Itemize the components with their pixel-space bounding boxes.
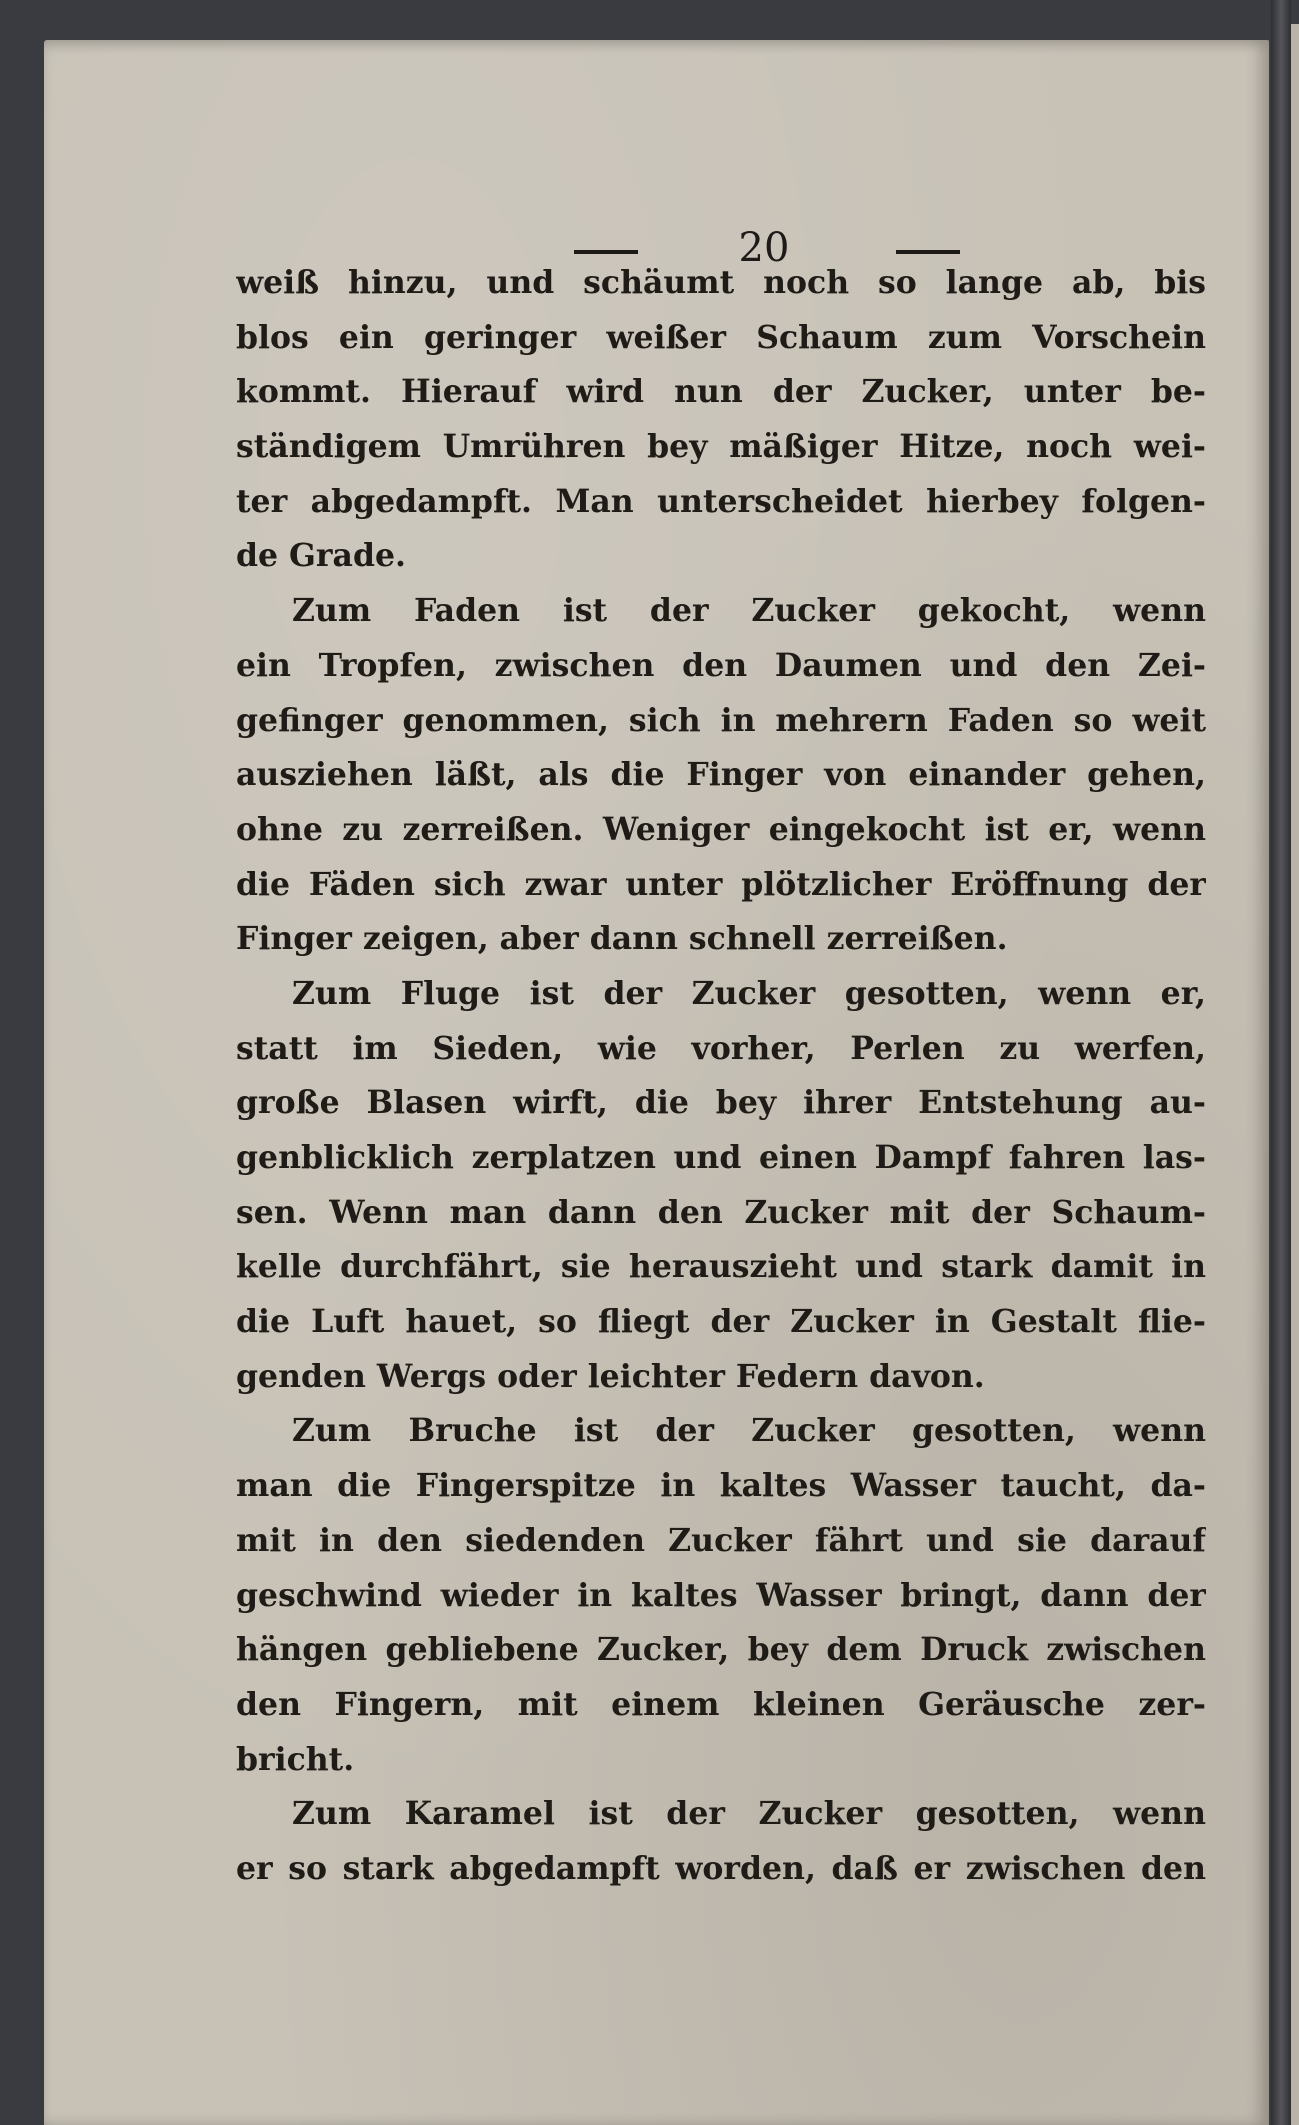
text-line: de Grade. (236, 537, 406, 575)
text-line: hängen gebliebene Zucker, bey dem Druck zwischen (236, 1631, 1206, 1669)
text-line: geschwind wieder in kaltes Wasser bringt, dann der (236, 1576, 1206, 1614)
text-line: genblicklich zerplatzen und einen Dampf fahren las- (236, 1139, 1206, 1176)
next-page-edge (1291, 24, 1299, 2125)
text-line: man die Fingerspitze in kaltes Wasser taucht, da- (236, 1467, 1206, 1505)
text-line: bricht. (236, 1740, 355, 1778)
text-line: weiß hinzu, und schäumt noch so lange ab, bis (236, 264, 1206, 301)
text-line: ausziehen läßt, als die Finger von einander gehen, (236, 756, 1206, 794)
text-line: kommt. Hierauf wird nun der Zucker, unter be- (236, 373, 1206, 411)
text-line: genden Wergs oder leichter Federn davon. (236, 1357, 985, 1395)
text-line: die Fäden sich zwar unter plötzlicher Eröffnung der (236, 865, 1206, 903)
text-line: Zum Fluge ist der Zucker gesotten, wenn er, (292, 974, 1206, 1012)
text-line: Zum Bruche ist der Zucker gesotten, wenn (292, 1412, 1206, 1450)
text-line: Zum Faden ist der Zucker gekocht, wenn (292, 592, 1206, 630)
text-line: statt im Sieden, wie vorher, Perlen zu werfen, (236, 1029, 1206, 1067)
text-line: sen. Wenn man dann den Zucker mit der Schaum- (236, 1193, 1206, 1231)
text-line: ständigem Umrühren bey mäßiger Hitze, noch wei- (236, 428, 1206, 466)
text-line: gefinger genommen, sich in mehrern Faden so weit (236, 701, 1206, 739)
text-line: die Luft hauet, so fliegt der Zucker in Gestalt flie- (236, 1303, 1206, 1341)
text-line: ohne zu zerreißen. Weniger eingekocht ist er, wenn (236, 810, 1206, 848)
text-line: ter abgedampft. Man unterscheidet hierbey folgen- (236, 482, 1206, 520)
text-line: Zum Karamel ist der Zucker gesotten, wenn (292, 1795, 1206, 1833)
text-line: den Fingern, mit einem kleinen Geräusche zer- (236, 1685, 1206, 1723)
text-line: Finger zeigen, aber dann schnell zerreißen. (236, 920, 1008, 958)
text-line: ein Tropfen, zwischen den Daumen und den Zei- (236, 646, 1206, 684)
text-line: mit in den siedenden Zucker fährt und sie darauf (236, 1521, 1206, 1559)
text-line: er so stark abgedampft worden, daß er zwischen den (236, 1849, 1206, 1887)
book-spine-edge (1271, 0, 1291, 2125)
text-line: große Blasen wirft, die bey ihrer Entstehung au- (236, 1084, 1206, 1122)
text-line: kelle durchfährt, sie herauszieht und stark damit in (236, 1248, 1206, 1286)
header-dash-left (574, 250, 638, 254)
text-line: blos ein geringer weißer Schaum zum Vorschein (236, 318, 1206, 356)
page-number: 20 (738, 225, 790, 271)
header-dash-right (896, 250, 960, 254)
body-text (236, 256, 1206, 1897)
